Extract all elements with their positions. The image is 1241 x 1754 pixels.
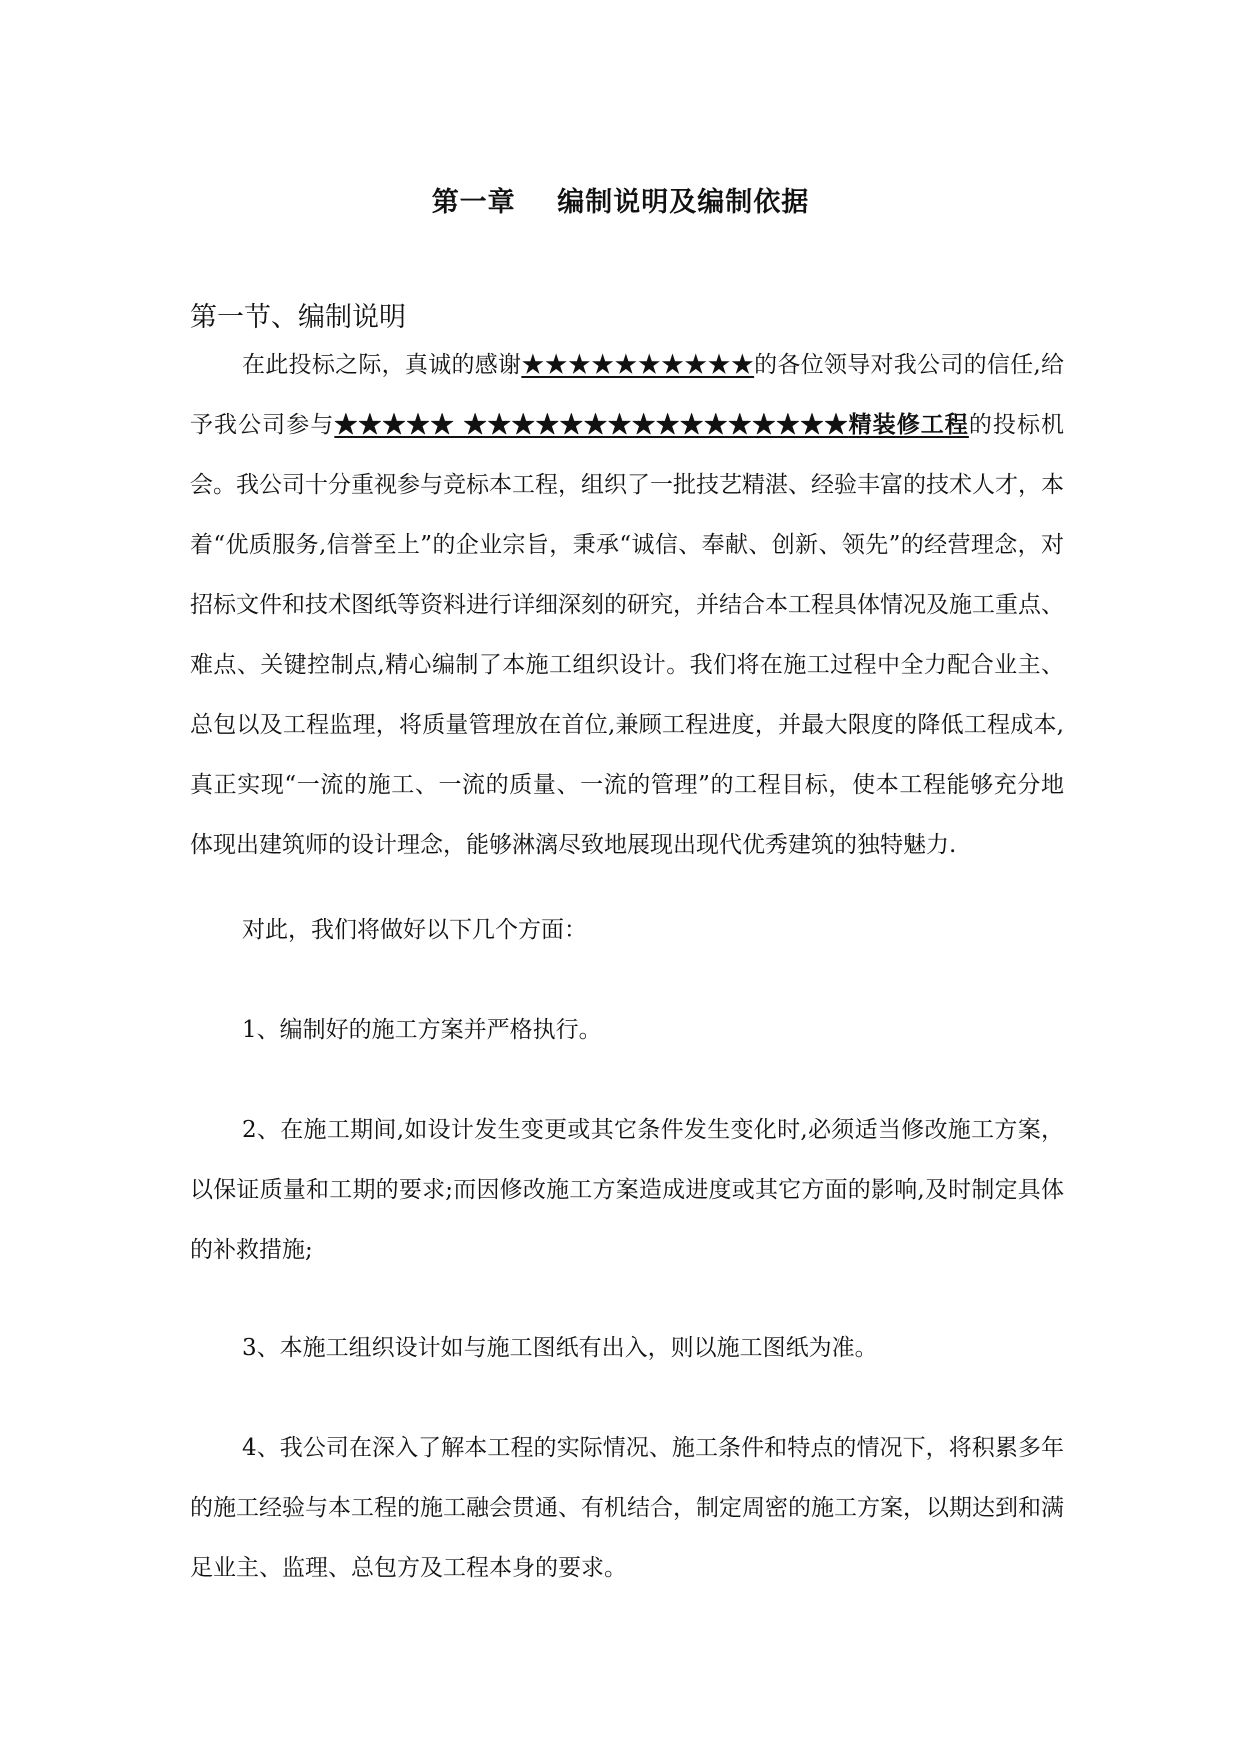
intro-text-2: 的各位领导对我公司的信任,给予我公司参与 <box>190 352 1065 438</box>
list-item: 3、本施工组织设计如与施工图纸有出入，则以施工图纸为准。 <box>242 1335 878 1361</box>
project-name-suffix: 精装修工程 <box>848 411 969 438</box>
list-item: 2、在施工期间,如设计发生变更或其它条件发生变化时,必须适当修改施工方案，以保证质量和工期的要求;而因修改施工方案造成进度或其它方面的影响,及时制定具体的补救措施; <box>190 1117 1064 1263</box>
project-name-link <box>334 411 969 438</box>
list-item: 4、我公司在深入了解本工程的实际情况、施工条件和特点的情况下，将积累多年的施工经验与本工程的施工融会贯通、有机结合，制定周密的施工方案，以期达到和满足业主、监理、总包方及工程本身的要求。 <box>190 1435 1064 1581</box>
owner-name-masked: ★★★★★★★★★★ <box>521 352 755 378</box>
intro-text-3: 的投标机会。我公司十分重视参与竞标本工程，组织了一批技艺精湛、经验丰富的技术人才，本着“优质服务,信誉至上”的企业宗旨，秉承“诚信、奉献、创新、领先”的经营理念，对招标文件和技术图纸等资料进行详细深刻的研究，并结合本工程具体情况及施工重点、难点、关键控制点,精心编制了本施工组织设计。我们将在施工过程中全力配合业主、总包以及工程监理，将质量管理放在首位,兼顾工程进度，并最大限度的降低工程成本,真正实现“一流的施工、一流的质量、一流的管理”的工程目标，使本工程能够充分地体现出建筑师的设计理念，能够淋漓尽致地展现出现代优秀建筑的独特魅力. <box>190 412 1065 858</box>
intro-paragraph <box>190 335 1064 875</box>
lead-in-paragraph: 对此，我们将做好以下几个方面： <box>242 917 587 943</box>
project-name-masked: ★★★★★ ★★★★★★★★★★★★★★★★ <box>334 411 849 438</box>
section-title: 第一节、编制说明 <box>190 302 406 333</box>
intro-text-1: 在此投标之际，真诚的感谢 <box>242 352 522 378</box>
list-item: 1、编制好的施工方案并严格执行。 <box>242 1017 602 1043</box>
chapter-title: 第一章 编制说明及编制依据 <box>431 187 810 218</box>
